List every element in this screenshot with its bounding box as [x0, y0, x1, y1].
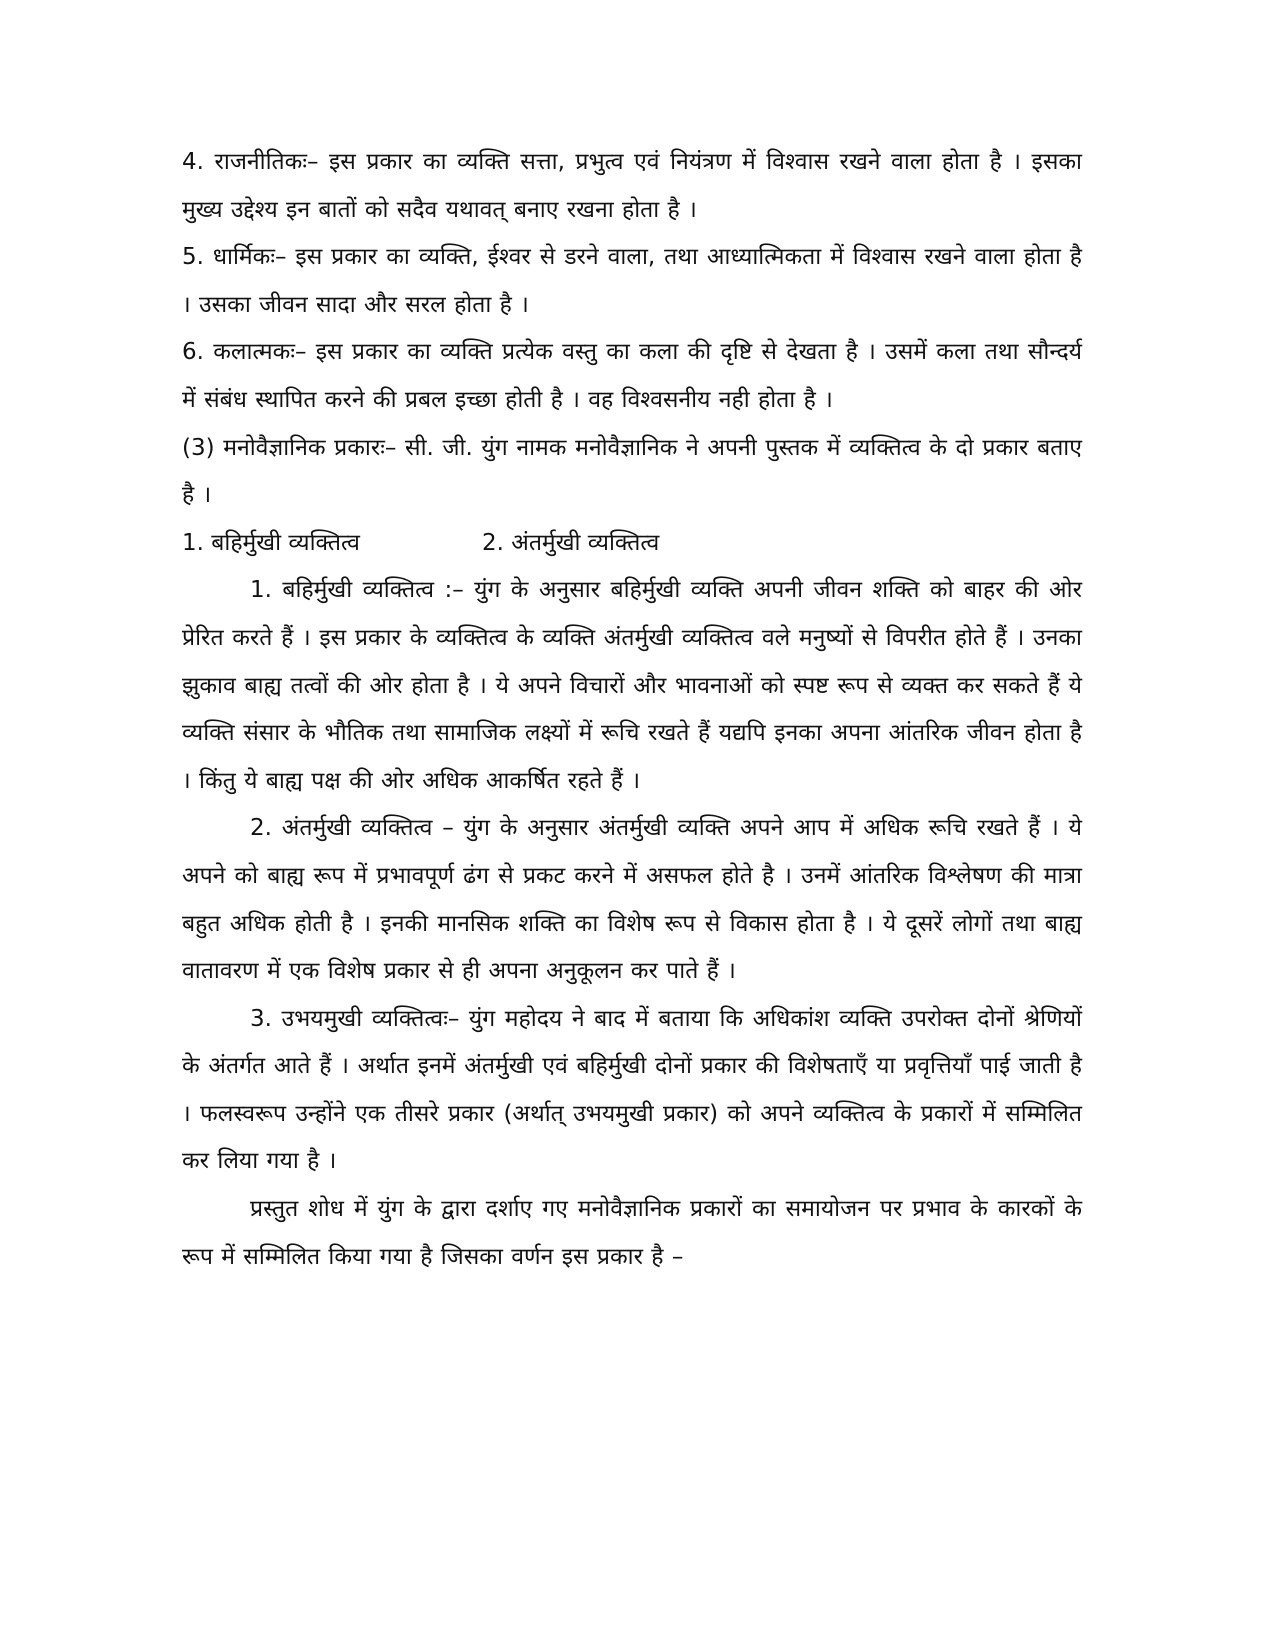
document-page — [182, 139, 1082, 1281]
paragraph-psychological-types: (3) मनोवैज्ञानिक प्रकारः– सी. जी. युंग नामक मनोवैज्ञानिक ने अपनी पुस्तक में व्यक्तित्व के दो प्रकार बताए है । — [182, 434, 1082, 509]
paragraph-research-note: प्रस्तुत शोध में युंग के द्वारा दर्शाए गए मनोवैज्ञानिक प्रकारों का समायोजन पर प्रभाव के कारकों के रूप में सम्मिलित किया गया है जिसका वर्णन इस प्रकार है – — [182, 1196, 1082, 1270]
paragraph-extrovert: 1. बहिर्मुखी व्यक्तित्व :– युंग के अनुसार बहिर्मुखी व्यक्ति अपनी जीवन शक्ति को बाहर की ओर प्रेरित करते हैं । इस प्रकार के व्यक्तित्व के व्यक्ति अंतर्मुखी व्यक्तित्व वले मनुष्यों से विपरीत होते हैं । उनका झुकाव बाह्य तत्वों की ओर होता है । ये अपने विचारों और भावनाओं को स्पष्ट रूप से व्यक्त कर सकते हैं ये व्यक्ति संसार के भौतिक तथा सामाजिक लक्ष्यों में रूचि रखते हैं यद्यपि इनका अपना आंतरिक जीवन होता है । किंतु ये बाह्य पक्ष की ओर अधिक आकर्षित रहते हैं । — [182, 577, 1082, 794]
paragraph-introvert: 2. अंतर्मुखी व्यक्तित्व – युंग के अनुसार अंतर्मुखी व्यक्ति अपने आप में अधिक रूचि रखते हैं । ये अपने को बाह्य रूप में प्रभावपूर्ण ढंग से प्रकट करने में असफल होते है । उनमें आंतरिक विश्लेषण की मात्रा बहुत अधिक होती है । इनकी मानसिक शक्ति का विशेष रूप से विकास होता है । ये दूसरें लोगों तथा बाह्य वातावरण में एक विशेष प्रकार से ही अपना अनुकूलन कर पाते हैं । — [182, 815, 1082, 985]
paragraph-religious-type: 5. धार्मिकः– इस प्रकार का व्यक्ति, ईश्वर से डरने वाला, तथा आध्यात्मिकता में विश्वास रखने वाला होता है । उसका जीवन सादा और सरल होता है । — [182, 244, 1082, 318]
personality-type-list — [182, 520, 1082, 568]
paragraph-political-type: 4. राजनीतिकः– इस प्रकार का व्यक्ति सत्ता, प्रभुत्व एवं नियंत्रण में विश्वास रखने वाला होता है । इसका मुख्य उद्देश्य इन बातों को सदैव यथावत् बनाए रखना होता है । — [182, 149, 1082, 223]
paragraph-artistic-type: 6. कलात्मकः– इस प्रकार का व्यक्ति प्रत्येक वस्तु का कला की दृष्टि से देखता है । उसमें कला तथा सौन्दर्य में संबंध स्थापित करने की प्रबल इच्छा होती है । वह विश्वसनीय नही होता है । — [182, 339, 1082, 413]
list-item-introvert: 2. अंतर्मुखी व्यक्तित्व — [482, 529, 660, 556]
paragraph-ambivert: 3. उभयमुखी व्यक्तित्वः– युंग महोदय ने बाद में बताया कि अधिकांश व्यक्ति उपरोक्त दोनों श्रेणियों के अंतर्गत आते हैं । अर्थात इनमें अंतर्मुखी एवं बहिर्मुखी दोनों प्रकार की विशेषताएँ या प्रवृत्तियाँ पाई जाती है । फलस्वरूप उन्होंने एक तीसरे प्रकार (अर्थात् उभयमुखी प्रकार) को अपने व्यक्तित्व के प्रकारों में सम्मिलित कर लिया गया है । — [182, 1005, 1082, 1175]
list-item-extrovert: 1. बहिर्मुखी व्यक्तित्व — [182, 529, 360, 556]
